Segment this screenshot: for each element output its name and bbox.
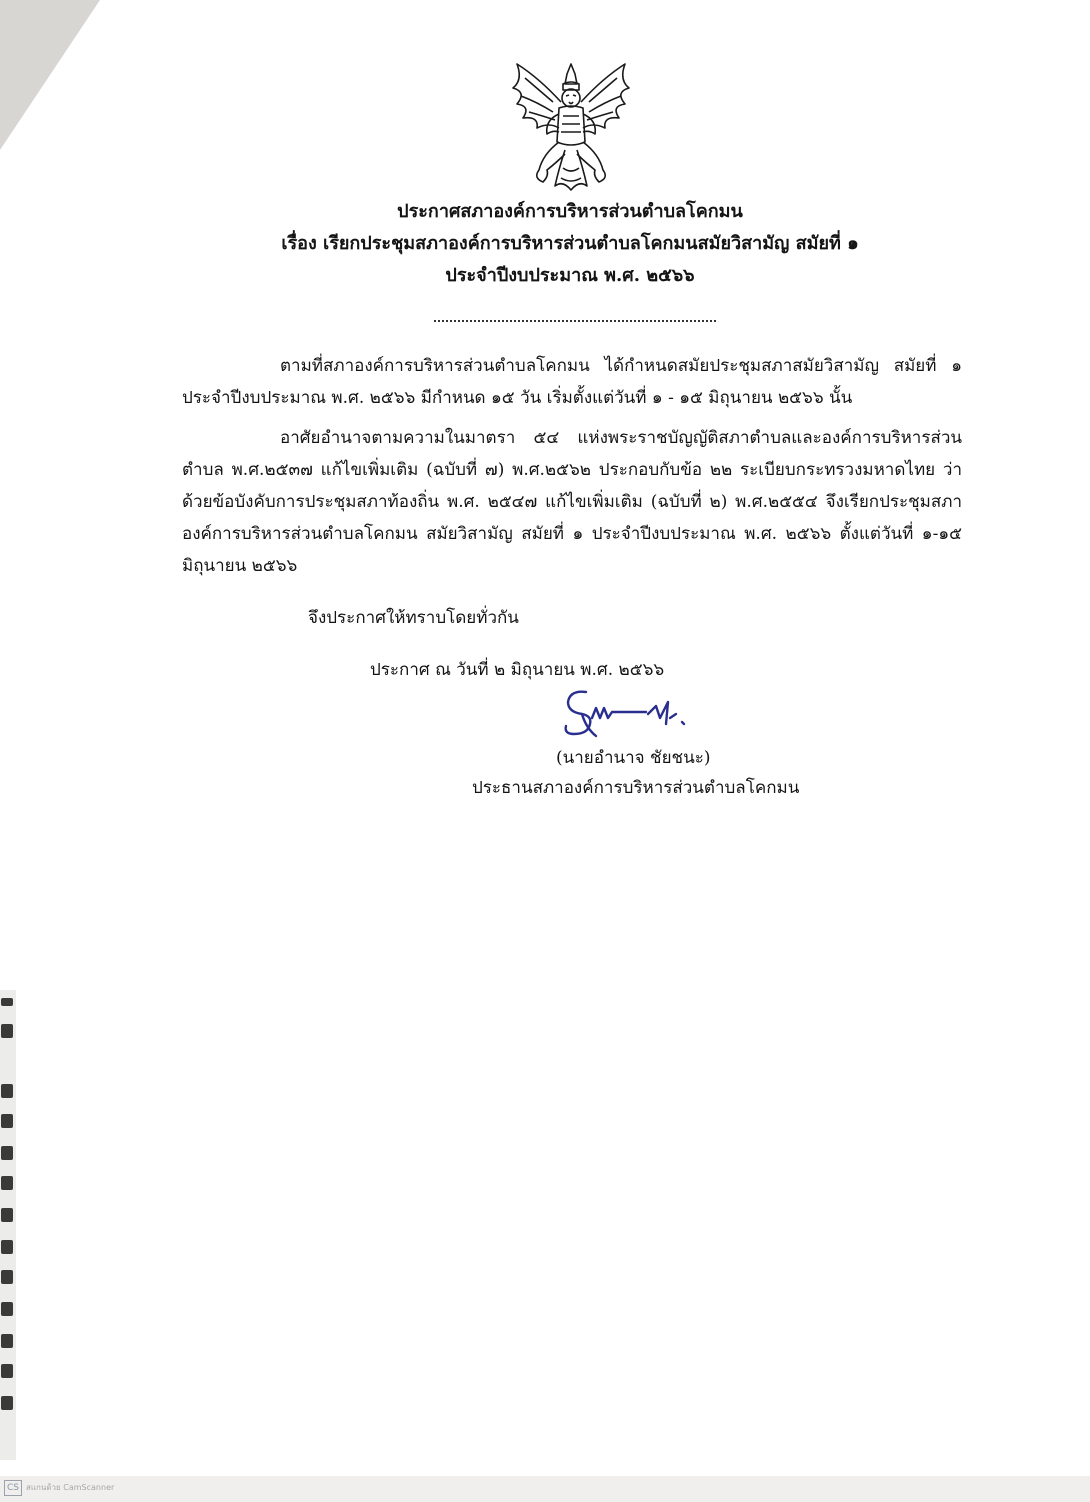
camscanner-logo-icon: CS [4, 1480, 22, 1496]
handwritten-signature [556, 684, 706, 750]
announcement-title: ประกาศสภาองค์การบริหารส่วนตำบลโคกมน [397, 201, 743, 222]
signatory-name: (นายอำนาจ ชัยชนะ) [556, 748, 711, 768]
announcement-subject: เรื่อง เรียกประชุมสภาองค์การบริหารส่วนตำบลโคกมนสมัยวิสามัญ สมัยที่ ๑ [281, 233, 859, 254]
body-paragraph-1 [182, 350, 962, 414]
signatory-position: ประธานสภาองค์การบริหารส่วนตำบลโคกมน [472, 778, 800, 798]
camscanner-caption: สแกนด้วย CamScanner [26, 1483, 115, 1492]
dotted-divider [434, 320, 716, 322]
scanner-footer [0, 1476, 1090, 1502]
paragraph-1-text: ตามที่สภาองค์การบริหารส่วนตำบลโคกมน ได้กำหนดสมัยประชุมสภาสมัยวิสามัญ สมัยที่ ๑ ประจำปีงบประมาณ พ.ศ. ๒๕๖๖ มีกำหนด ๑๕ วัน เริ่มตั้งแต่วันที่ ๑ - ๑๕ มิถุนายน ๒๕๖๖ นั้น [182, 356, 962, 408]
body-paragraph-2 [182, 422, 962, 582]
folded-corner-shadow [0, 0, 100, 150]
announcement-fiscal-year: ประจำปีงบประมาณ พ.ศ. ๒๕๖๖ [445, 265, 695, 286]
paragraph-2-text: อาศัยอำนาจตามความในมาตรา ๕๔ แห่งพระราชบัญญัติสภาตำบลและองค์การบริหารส่วนตำบล พ.ศ.๒๕๓๗ แก้ไขเพิ่มเติม (ฉบับที่ ๗) พ.ศ.๒๕๖๒ ประกอบกับข้อ ๒๒ ระเบียบกระทรวงมหาดไทย ว่าด้วยข้อบังคับการประชุมสภาท้องถิ่น พ.ศ. ๒๕๔๗ แก้ไขเพิ่มเติม (ฉบับที่ ๒) พ.ศ.๒๕๕๔ จึงเรียกประชุมสภาองค์การบริหารส่วนตำบลโคกมน สมัยวิสามัญ สมัยที่ ๑ ประจำปีงบประมาณ พ.ศ. ๒๕๖๖ ตั้งแต่วันที่ ๑-๑๕ มิถุนายน ๒๕๖๖ [182, 428, 962, 576]
closing-statement: จึงประกาศให้ทราบโดยทั่วกัน [308, 608, 519, 628]
announcement-date: ประกาศ ณ วันที่ ๒ มิถุนายน พ.ศ. ๒๕๖๖ [370, 660, 665, 680]
garuda-emblem-icon [503, 58, 639, 194]
adjacent-page-edge [0, 990, 16, 1460]
